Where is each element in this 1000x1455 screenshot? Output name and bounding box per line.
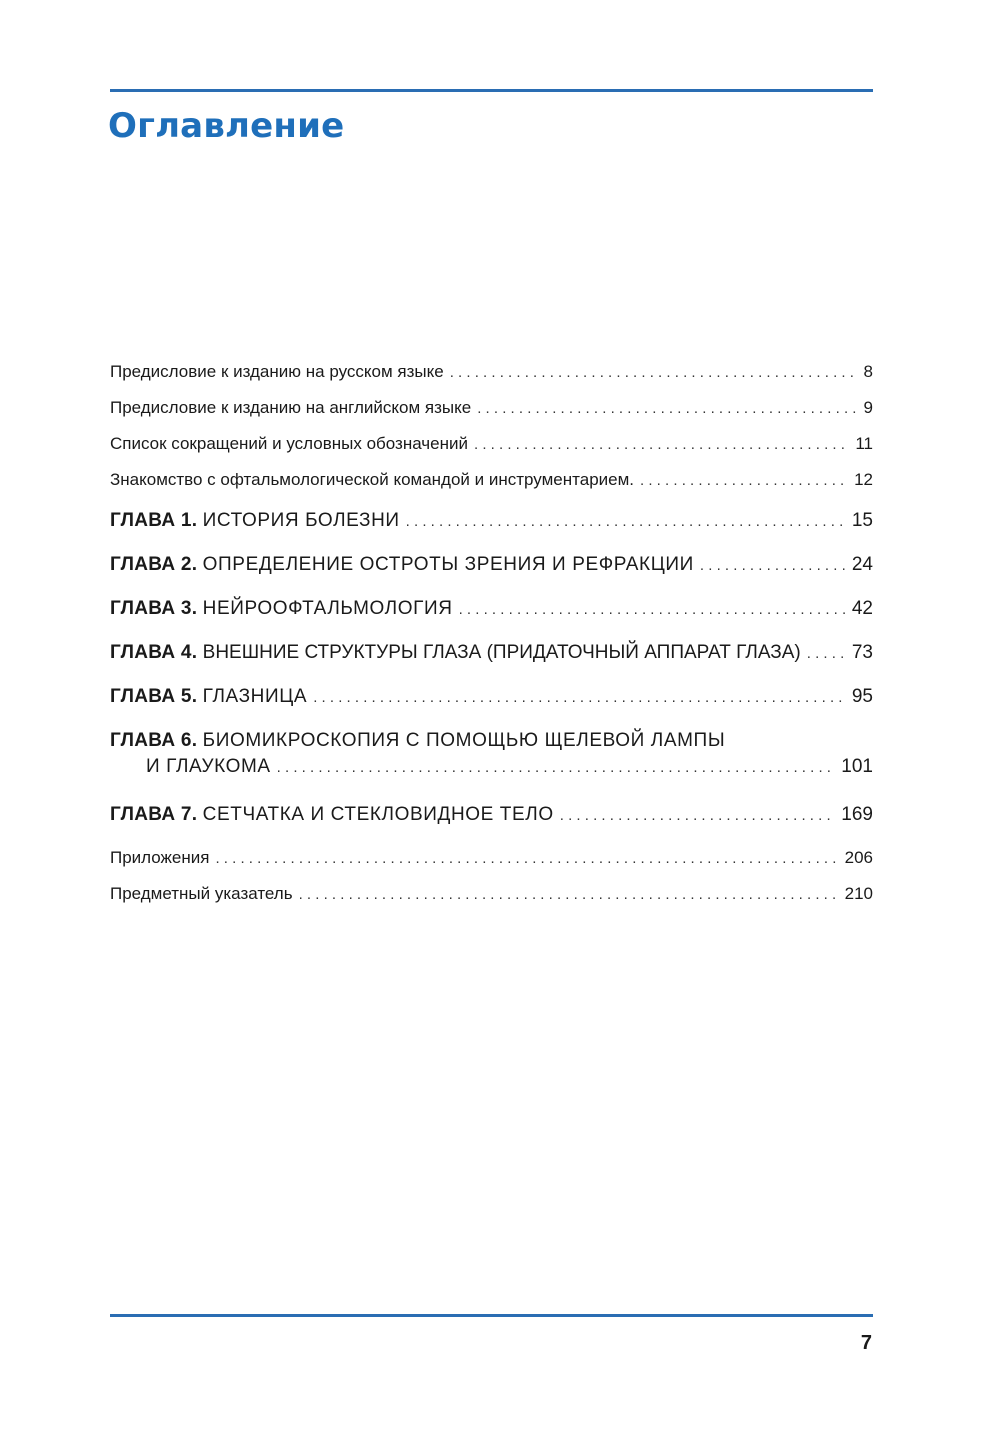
dot-leader bbox=[277, 759, 836, 776]
dot-leader bbox=[459, 601, 846, 618]
dot-leader bbox=[215, 850, 838, 867]
toc-entry-page: 206 bbox=[844, 848, 873, 867]
toc-entry-appendix[interactable] bbox=[110, 848, 873, 884]
toc-chapter-2[interactable] bbox=[110, 554, 873, 598]
chapter-title: БИОМИКРОСКОПИЯ С ПОМОЩЬЮ ЩЕЛЕВОЙ ЛАМПЫ bbox=[202, 730, 726, 751]
toc-entry-page: 73 bbox=[851, 642, 873, 663]
toc-chapter-7[interactable] bbox=[110, 804, 873, 848]
chapter-title: ГЛАЗНИЦА bbox=[202, 686, 308, 707]
toc-chapter-4[interactable] bbox=[110, 642, 873, 686]
toc-chapter-1[interactable] bbox=[110, 510, 873, 554]
dot-leader bbox=[700, 557, 846, 574]
toc-entry-page: 42 bbox=[851, 598, 873, 619]
dot-leader bbox=[450, 364, 858, 381]
chapter-prefix: ГЛАВА 4. bbox=[110, 642, 198, 663]
toc-entry-preface-ru[interactable] bbox=[110, 362, 873, 398]
dot-leader bbox=[474, 436, 849, 453]
toc-entry-label: Список сокращений и условных обозначений bbox=[110, 434, 468, 453]
table-of-contents bbox=[110, 362, 873, 920]
chapter-title: ОПРЕДЕЛЕНИЕ ОСТРОТЫ ЗРЕНИЯ И РЕФРАКЦИИ bbox=[202, 554, 694, 575]
toc-chapter-6[interactable] bbox=[110, 730, 873, 804]
dot-leader bbox=[807, 645, 846, 662]
toc-entry-page: 169 bbox=[841, 804, 873, 825]
chapter-title-continued: И ГЛАУКОМА bbox=[146, 756, 271, 777]
toc-entry-page: 8 bbox=[863, 362, 873, 381]
toc-chapter-3[interactable] bbox=[110, 598, 873, 642]
top-rule bbox=[110, 89, 873, 92]
toc-entry-label: Предметный указатель bbox=[110, 884, 293, 903]
toc-entry-page: 15 bbox=[851, 510, 873, 531]
toc-entry-page: 11 bbox=[855, 434, 873, 453]
chapter-prefix: ГЛАВА 6. bbox=[110, 730, 198, 751]
toc-chapter-5[interactable] bbox=[110, 686, 873, 730]
chapter-prefix: ГЛАВА 5. bbox=[110, 686, 198, 707]
chapter-title: ИСТОРИЯ БОЛЕЗНИ bbox=[202, 510, 400, 531]
toc-entry-page: 101 bbox=[841, 756, 873, 777]
chapter-title: СЕТЧАТКА И СТЕКЛОВИДНОЕ ТЕЛО bbox=[202, 804, 554, 825]
toc-entry-index[interactable] bbox=[110, 884, 873, 920]
toc-entry-label: Знакомство с офтальмологической командой и инструментарием. bbox=[110, 470, 635, 489]
dot-leader bbox=[299, 886, 839, 903]
dot-leader bbox=[560, 807, 836, 824]
dot-leader bbox=[406, 513, 846, 530]
chapter-title: ВНЕШНИЕ СТРУКТУРЫ ГЛАЗА (ПРИДАТОЧНЫЙ АППАРАТ ГЛАЗА) bbox=[202, 642, 801, 663]
page-title: Оглавление bbox=[108, 106, 345, 146]
bottom-rule bbox=[110, 1314, 873, 1317]
toc-entry-team-intro[interactable] bbox=[110, 470, 873, 510]
dot-leader bbox=[640, 472, 848, 489]
toc-entry-label: Приложения bbox=[110, 848, 210, 867]
chapter-prefix: ГЛАВА 7. bbox=[110, 804, 198, 825]
toc-entry-page: 12 bbox=[854, 470, 873, 489]
toc-entry-preface-en[interactable] bbox=[110, 398, 873, 434]
toc-entry-label: Предисловие к изданию на русском языке bbox=[110, 362, 444, 381]
chapter-title: НЕЙРООФТАЛЬМОЛОГИЯ bbox=[202, 598, 453, 619]
toc-entry-page: 210 bbox=[844, 884, 873, 903]
toc-entry-abbreviations[interactable] bbox=[110, 434, 873, 470]
chapter-prefix: ГЛАВА 2. bbox=[110, 554, 198, 575]
dot-leader bbox=[313, 689, 846, 706]
toc-entry-page: 95 bbox=[851, 686, 873, 707]
toc-entry-page: 24 bbox=[851, 554, 873, 575]
chapter-prefix: ГЛАВА 3. bbox=[110, 598, 198, 619]
dot-leader bbox=[477, 400, 857, 417]
toc-entry-label: Предисловие к изданию на английском языке bbox=[110, 398, 472, 417]
chapter-prefix: ГЛАВА 1. bbox=[110, 510, 198, 531]
page-number: 7 bbox=[860, 1332, 872, 1354]
toc-entry-page: 9 bbox=[863, 398, 873, 417]
